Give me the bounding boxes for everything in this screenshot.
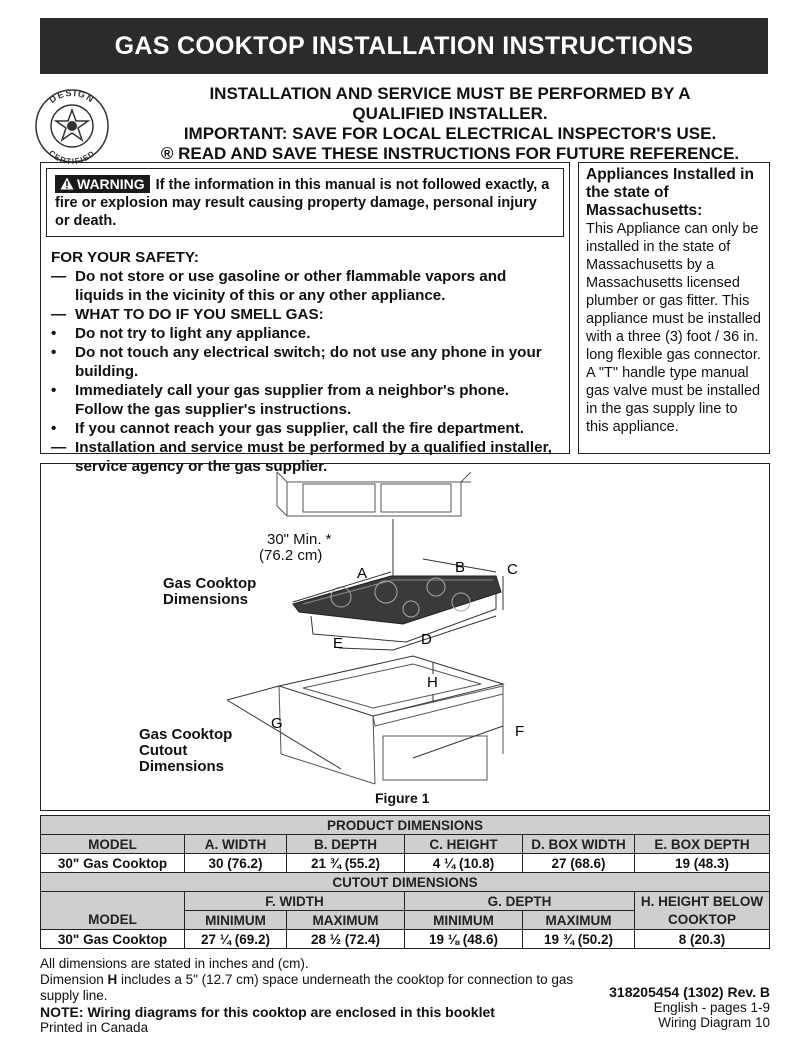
group-header-f: F. WIDTH [185,892,405,911]
heading-line-1: INSTALLATION AND SERVICE MUST BE PERFORMED BY A [209,84,691,103]
col-header: MINIMUM [405,911,523,930]
col-header: MODEL [41,835,185,854]
important-headings [116,84,784,164]
design-certified-seal-icon [30,86,116,164]
table-cell: 28 ½ (72.4) [287,930,405,949]
label-e: E [333,635,344,652]
col-header: B. DEPTH [287,835,405,854]
footnotes [40,956,600,1036]
col-header: MINIMUM [185,911,287,930]
massachusetts-title: Appliances Installed in the state of Massachusetts: [586,166,754,219]
part-number: 318205454 (1302) Rev. B [609,984,770,1000]
cutout-dims-label: Gas Cooktop Cutout Dimensions [139,726,233,775]
english-pages: English - pages 1-9 [653,1000,770,1015]
product-dimensions-title: PRODUCT DIMENSIONS [41,816,770,835]
safety-item: • Do not try to light any appliance. [51,325,311,342]
table-cell: 19 ⅛ (48.6) [405,930,523,949]
col-header: A. WIDTH [185,835,287,854]
group-header-g: G. DEPTH [405,892,635,911]
col-header: C. HEIGHT [405,835,523,854]
massachusetts-body: This Appliance can only be installed in the state of Massachusetts by a Massachusetts licensed plumber or gas fitter. This appliance must be installed with a three (3) foot / 36 in. long flexible gas connector. A "T" handle type manual gas valve must be installed in the gas supply line to this appliance. [586,221,761,435]
safety-item: — Installation and service must be performed by a qualified installer, service agency or the gas supplier. [51,439,552,475]
label-a: A [357,565,368,582]
safety-item: • Do not touch any electrical switch; do not use any phone in your building. [51,344,542,380]
table-cell: 19 (48.3) [635,854,770,873]
heading-line-4: ® READ AND SAVE THESE INSTRUCTIONS FOR FUTURE REFERENCE. [160,144,740,163]
svg-text:DESIGN [47,88,96,105]
col-header: MODEL [41,911,185,930]
label-f: F [515,723,525,740]
wiring-diagram-page: Wiring Diagram 10 [658,1015,770,1030]
safety-item: • If you cannot reach your gas supplier, call the fire department. [51,420,524,437]
warning-badge [55,175,150,193]
label-g: G [271,715,283,732]
warning-triangle-icon [60,177,74,190]
figure-caption: Figure 1 [375,790,430,806]
table-cell: 30" Gas Cooktop [41,930,185,949]
safety-heading: FOR YOUR SAFETY: [51,249,199,266]
cutout-dimensions-title: CUTOUT DIMENSIONS [41,873,770,892]
safety-instructions [41,242,569,476]
label-b: B [455,559,466,576]
group-header-h: H. HEIGHT BELOW [635,892,770,911]
label-d: D [421,631,432,648]
col-header: MAXIMUM [523,911,635,930]
table-cell: 27 ¼ (69.2) [185,930,287,949]
footnote-units: All dimensions are stated in inches and (cm). [40,956,309,971]
col-header: E. BOX DEPTH [635,835,770,854]
warning-statement [46,168,564,237]
safety-item: • Immediately call your gas supplier from a neighbor's phone. Follow the gas supplier's instructions. [51,382,510,418]
safety-warning-box [40,162,570,475]
table-cell: 30" Gas Cooktop [41,854,185,873]
seal-bottom-text: CERTIFIED [46,148,98,164]
min-height-label: 30" Min. * (76.2 cm) [259,531,332,564]
label-c: C [507,561,518,578]
wiring-note: NOTE: Wiring diagrams for this cooktop are enclosed in this booklet [40,1004,495,1020]
safety-item: — Do not store or use gasoline or other flammable vapors and liquids in the vicinity of this or any other appliance. [51,268,507,304]
table-cell: 19 ¾ (50.2) [523,930,635,949]
printed-in: Printed in Canada [40,1020,149,1035]
dimensions-table [40,815,770,949]
warning-badge-label: WARNING [77,176,145,192]
massachusetts-box [578,162,770,454]
col-header: COOKTOP [635,911,770,930]
heading-line-3: IMPORTANT: SAVE FOR LOCAL ELECTRICAL INSPECTOR'S USE. [183,124,717,143]
table-cell: 8 (20.3) [635,930,770,949]
table-cell: 4 ¼ (10.8) [405,854,523,873]
safety-item: — WHAT TO DO IF YOU SMELL GAS: [51,306,324,323]
part-info [609,985,770,1030]
heading-line-2: QUALIFIED INSTALLER. [352,104,548,123]
col-header: MAXIMUM [287,911,405,930]
seal-top-text: DESIGN [47,87,97,106]
warning-text: If the information in this manual is not followed exactly, a fire or explosion may result causing property damage, personal injury or death. [55,177,550,229]
col-header: D. BOX WIDTH [523,835,635,854]
document-title: GAS COOKTOP INSTALLATION INSTRUCTIONS [40,18,768,74]
label-h: H [427,674,438,691]
footnote-dimension-h: Dimension H includes a 5" (12.7 cm) space underneath the cooktop for connection to gas supply line. [40,972,574,1003]
table-cell: 27 (68.6) [523,854,635,873]
cooktop-dims-label: Gas Cooktop Dimensions [163,575,257,608]
table-cell: 30 (76.2) [185,854,287,873]
figure-1 [40,463,770,811]
table-cell: 21 ¾ (55.2) [287,854,405,873]
